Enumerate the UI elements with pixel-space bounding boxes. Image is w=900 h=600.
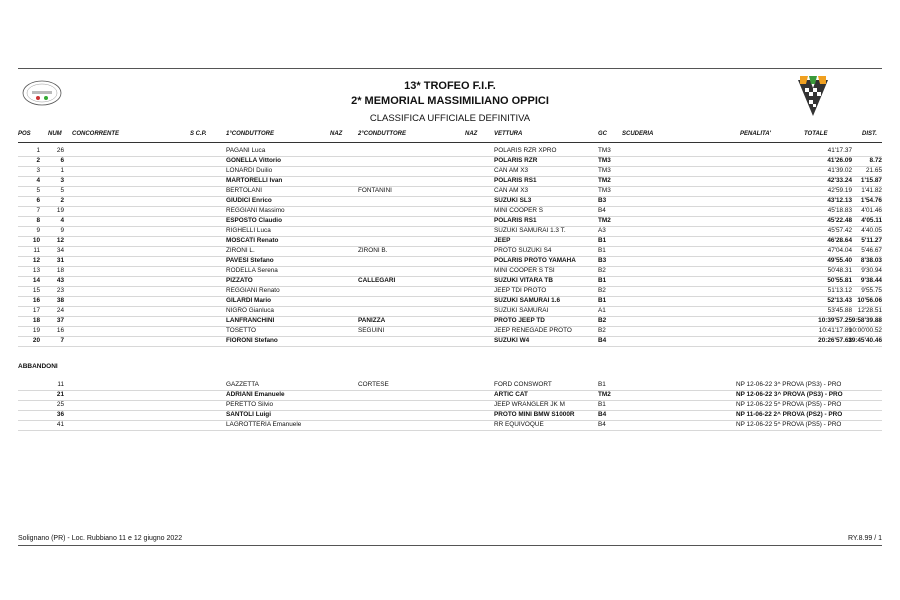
col-conduttore2: 2°CONDUTTORE: [358, 131, 406, 137]
total-cell: 41'17.37: [827, 147, 852, 154]
gc-cell: B1: [598, 247, 606, 254]
total-cell: 50'48.31: [827, 267, 852, 274]
total-cell: 45'57.42: [827, 227, 852, 234]
driver1-cell: LANFRANCHINI: [226, 317, 275, 324]
num-cell: 1: [60, 167, 64, 174]
gc-cell: B3: [598, 197, 607, 204]
total-cell: 52'13.43: [827, 297, 852, 304]
pos-cell: 13: [32, 267, 40, 274]
pos-cell: 18: [32, 317, 40, 324]
car-cell: ARTIC CAT: [494, 391, 528, 398]
gc-cell: B2: [598, 287, 606, 294]
event-subtitle: 2* MEMORIAL MASSIMILIANO OPPICI: [351, 95, 549, 107]
pos-cell: 4: [36, 177, 40, 184]
pos-cell: 6: [36, 197, 40, 204]
note-cell: NP 12-06-22 3^ PROVA (PS3) - PRO: [736, 381, 842, 388]
car-cell: PROTO MINI BMW S1000R: [494, 411, 575, 418]
gc-cell: TM3: [598, 187, 611, 194]
driver1-cell: TOSETTO: [226, 327, 256, 334]
driver1-cell: LAGROTTERIA Emanuele: [226, 421, 302, 428]
dist-cell: 5'46.67: [861, 247, 882, 254]
dist-cell: 9:58'39.88: [851, 317, 882, 324]
num-cell: 25: [56, 401, 64, 408]
total-cell: 47'04.04: [827, 247, 852, 254]
pos-cell: 1: [36, 147, 40, 154]
footer-page: RY.8.99 / 1: [848, 535, 882, 542]
car-cell: PROTO SUZUKI S4: [494, 247, 552, 254]
num-cell: 38: [56, 297, 64, 304]
num-cell: 19: [56, 207, 64, 214]
col-naz1: NAZ: [330, 131, 343, 137]
driver1-cell: GIUDICI Enrico: [226, 197, 272, 204]
gc-cell: TM2: [598, 391, 611, 398]
car-cell: CAN AM X3: [494, 187, 529, 194]
dist-cell: 8'38.03: [860, 257, 882, 264]
gc-cell: B4: [598, 421, 606, 428]
driver2-cell: PANIZZA: [358, 317, 386, 324]
driver1-cell: ZIRONI L.: [226, 247, 255, 254]
gc-cell: B1: [598, 237, 607, 244]
car-cell: MINI COOPER S TSI: [494, 267, 555, 274]
dist-cell: 9'30.94: [861, 267, 882, 274]
num-cell: 7: [60, 337, 64, 344]
col-vettura: VETTURA: [494, 131, 523, 137]
pos-cell: 7: [36, 207, 40, 214]
gc-cell: B4: [598, 337, 607, 344]
dist-cell: 4'01.46: [861, 207, 882, 214]
pos-cell: 2: [36, 157, 40, 164]
gc-cell: TM2: [598, 177, 611, 184]
total-cell: 20:26'57.63: [818, 337, 852, 344]
gc-cell: TM3: [598, 167, 611, 174]
car-cell: POLARIS RS1: [494, 177, 537, 184]
driver1-cell: RODELLA Serena: [226, 267, 278, 274]
pos-cell: 20: [32, 337, 40, 344]
pos-cell: 12: [32, 257, 40, 264]
driver1-cell: PAVESI Stefano: [226, 257, 274, 264]
gc-cell: TM3: [598, 147, 611, 154]
pos-cell: 15: [32, 287, 40, 294]
driver1-cell: MOSCATI Renato: [226, 237, 279, 244]
car-cell: SUZUKI SL3: [494, 197, 532, 204]
abandoned-title: ABBANDONI: [18, 363, 58, 370]
note-cell: NP 12-06-22 5^ PROVA (PS5) - PRO: [736, 421, 842, 428]
gc-cell: TM3: [598, 157, 611, 164]
car-cell: POLARIS RS1: [494, 217, 537, 224]
driver1-cell: RIGHELLI Luca: [226, 227, 271, 234]
col-dist: DIST.: [862, 131, 877, 137]
num-cell: 4: [60, 217, 64, 224]
dist-cell: 8.72: [869, 157, 882, 164]
driver1-cell: PERETTO Silvio: [226, 401, 274, 408]
pos-cell: 19: [32, 327, 40, 334]
driver2-cell: ZIRONI B.: [358, 247, 388, 254]
num-cell: 41: [56, 421, 64, 428]
driver1-cell: NIGRO Gianluca: [226, 307, 274, 314]
driver1-cell: ESPOSTO Claudio: [226, 217, 282, 224]
num-cell: 12: [56, 237, 64, 244]
col-concorrente: CONCORRENTE: [72, 131, 120, 137]
num-cell: 37: [56, 317, 64, 324]
pos-cell: 10: [32, 237, 40, 244]
car-cell: POLARIS PROTO YAMAHA: [494, 257, 576, 264]
num-cell: 5: [60, 187, 64, 194]
car-cell: POLARIS RZR XPRO: [494, 147, 557, 154]
header-rule: [18, 68, 882, 69]
num-cell: 21: [56, 391, 64, 398]
pos-cell: 3: [36, 167, 40, 174]
dist-cell: 21.65: [866, 167, 882, 174]
gc-cell: B1: [598, 381, 606, 388]
dist-cell: 10:00'00.52: [848, 327, 882, 334]
col-scp: S C.P.: [190, 131, 207, 137]
num-cell: 6: [60, 157, 64, 164]
driver1-cell: LONARDI Duilio: [226, 167, 273, 174]
car-cell: SUZUKI W4: [494, 337, 530, 344]
num-cell: 31: [56, 257, 64, 264]
driver2-cell: SEGUINI: [358, 327, 385, 334]
num-cell: 26: [56, 147, 64, 154]
gc-cell: TM2: [598, 217, 611, 224]
note-cell: NP 12-06-22 3^ PROVA (PS3) - PRO: [736, 391, 843, 398]
gc-cell: B2: [598, 317, 607, 324]
gc-cell: A1: [598, 307, 606, 314]
pos-cell: 9: [36, 227, 40, 234]
total-cell: 45'18.83: [827, 207, 852, 214]
pos-cell: 8: [36, 217, 40, 224]
num-cell: 2: [60, 197, 64, 204]
dist-cell: 19:45'40.46: [848, 337, 882, 344]
driver1-cell: REGGIANI Massimo: [226, 207, 285, 214]
gc-cell: B2: [598, 327, 606, 334]
pos-cell: 17: [32, 307, 40, 314]
total-cell: 10:41'17.89: [818, 327, 852, 334]
header-underline: [18, 142, 882, 143]
dist-cell: 5'11.27: [861, 237, 882, 244]
col-penalita: PENALITA': [740, 131, 771, 137]
gc-cell: A3: [598, 227, 606, 234]
pos-cell: 16: [32, 297, 40, 304]
note-cell: NP 12-06-22 5^ PROVA (PS5) - PRO: [736, 401, 842, 408]
driver1-cell: MARTORELLI Ivan: [226, 177, 283, 184]
total-cell: 46'28.64: [827, 237, 852, 244]
num-cell: 34: [56, 247, 64, 254]
footer-location: Solignano (PR) - Loc. Rubbiano 11 e 12 giugno 2022: [18, 535, 183, 542]
car-cell: PROTO JEEP TD: [494, 317, 545, 324]
driver2-cell: CORTESE: [358, 381, 389, 388]
table-row: [18, 336, 882, 347]
num-cell: 18: [56, 267, 64, 274]
driver1-cell: ADRIANI Emanuele: [226, 391, 285, 398]
car-cell: SUZUKI SAMURAI 1.6: [494, 297, 561, 304]
num-cell: 16: [56, 327, 64, 334]
driver1-cell: GAZZETTA: [226, 381, 259, 388]
car-cell: FORD CONSWORT: [494, 381, 552, 388]
col-gc: GC: [598, 131, 607, 137]
driver2-cell: CALLEGARI: [358, 277, 396, 284]
car-cell: POLARIS RZR: [494, 157, 538, 164]
driver1-cell: REGGIANI Renato: [226, 287, 280, 294]
dist-cell: 4'40.05: [861, 227, 882, 234]
pos-cell: 11: [33, 247, 40, 254]
gc-cell: B1: [598, 277, 607, 284]
dist-cell: 12'28.51: [857, 307, 882, 314]
gc-cell: B1: [598, 401, 606, 408]
car-cell: MINI COOPER S: [494, 207, 544, 214]
num-cell: 24: [56, 307, 64, 314]
pos-cell: 5: [36, 187, 40, 194]
col-naz2: NAZ: [465, 131, 478, 137]
col-scuderia: SCUDERIA: [622, 131, 654, 137]
driver1-cell: GILARDI Mario: [226, 297, 272, 304]
total-cell: 41'26.09: [827, 157, 852, 164]
dist-cell: 9'38.44: [860, 277, 882, 284]
dist-cell: 10'56.06: [857, 297, 882, 304]
driver1-cell: PAGANI Luca: [226, 147, 266, 154]
total-cell: 50'55.81: [827, 277, 852, 284]
total-cell: 42'33.24: [827, 177, 852, 184]
dist-cell: 4'05.11: [861, 217, 882, 224]
car-cell: SUZUKI SAMURAI 1.3 T.: [494, 227, 566, 234]
car-cell: CAN AM X3: [494, 167, 529, 174]
dist-cell: 1'15.87: [860, 177, 882, 184]
col-totale: TOTALE: [804, 131, 828, 137]
col-pos: POS: [18, 131, 31, 137]
gc-cell: B3: [598, 257, 607, 264]
table-row: [18, 420, 882, 431]
total-cell: 49'55.40: [827, 257, 852, 264]
driver1-cell: FIORONI Stefano: [226, 337, 278, 344]
car-cell: SUZUKI SAMURAI: [494, 307, 549, 314]
gc-cell: B4: [598, 207, 606, 214]
note-cell: NP 11-06-22 2^ PROVA (PS2) - PRO: [736, 411, 843, 418]
num-cell: 3: [60, 177, 64, 184]
num-cell: 9: [60, 227, 64, 234]
gc-cell: B4: [598, 411, 607, 418]
dist-cell: 9'55.75: [861, 287, 882, 294]
num-cell: 36: [56, 411, 64, 418]
dist-cell: 1'54.76: [860, 197, 882, 204]
total-cell: 41'39.02: [827, 167, 852, 174]
car-cell: JEEP: [494, 237, 511, 244]
driver1-cell: PIZZATO: [226, 277, 253, 284]
total-cell: 51'13.12: [827, 287, 852, 294]
dist-cell: 1'41.82: [861, 187, 882, 194]
col-conduttore1: 1°CONDUTTORE: [226, 131, 274, 137]
driver1-cell: SANTOLI Luigi: [226, 411, 271, 418]
car-cell: RR EQUIVOQUE: [494, 421, 544, 428]
car-cell: JEEP WRANGLER JK M: [494, 401, 565, 408]
gc-cell: B2: [598, 267, 606, 274]
total-cell: 43'12.13: [827, 197, 852, 204]
total-cell: 42'59.19: [827, 187, 852, 194]
driver1-cell: BERTOLANI: [226, 187, 262, 194]
gc-cell: B1: [598, 297, 607, 304]
footer-rule: [18, 545, 882, 546]
total-cell: 45'22.48: [827, 217, 852, 224]
car-cell: JEEP RENEGADE PROTO: [494, 327, 572, 334]
event-title: 13* TROFEO F.I.F.: [404, 80, 496, 92]
total-cell: 53'45.88: [827, 307, 852, 314]
num-cell: 11: [57, 381, 64, 388]
classification-title: CLASSIFICA UFFICIALE DEFINITIVA: [369, 113, 531, 124]
pos-cell: 14: [32, 277, 40, 284]
col-num: NUM: [48, 131, 62, 137]
num-cell: 43: [56, 277, 64, 284]
num-cell: 23: [56, 287, 64, 294]
car-cell: JEEP TDI PROTO: [494, 287, 547, 294]
total-cell: 10:39'57.25: [818, 317, 852, 324]
driver1-cell: GONELLA Vittorio: [226, 157, 282, 164]
car-cell: SUZUKI VITARA TB: [494, 277, 553, 284]
driver2-cell: FONTANINI: [358, 187, 392, 194]
